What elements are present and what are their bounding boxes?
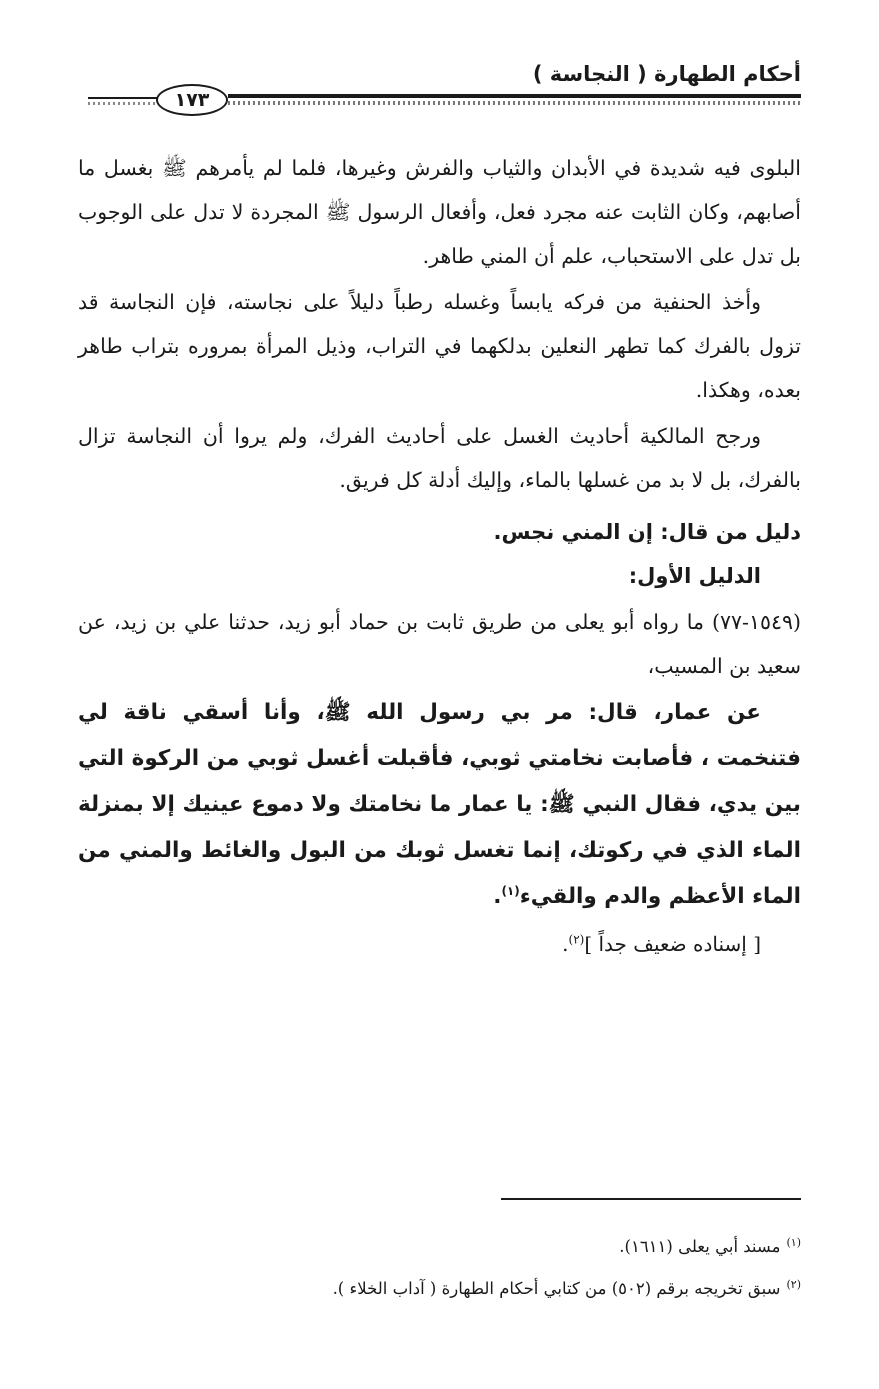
footnote-separator [501, 1198, 801, 1200]
footnote-1 [78, 1226, 801, 1268]
footnote-2 [78, 1268, 801, 1310]
hadith-end: . [493, 884, 502, 909]
body-text [78, 146, 801, 964]
footnote-ref-1[interactable]: (١) [501, 883, 520, 898]
header-rule [228, 94, 801, 98]
footnotes [78, 1226, 801, 1310]
footnote-text: سبق تخريجه برقم (٥٠٢) من كتابي أحكام الطهارة ( آداب الخلاء ). [332, 1279, 781, 1298]
isnad-paragraph: (١٥٤٩-٧٧) ما رواه أبو يعلى من طريق ثابت بن حماد أبو زيد، حدثنا علي بن زيد، عن سعيد بن المسيب، [78, 610, 801, 678]
paragraph-3: ورجح المالكية أحاديث الغسل على أحاديث الفرك، ولم يروا أن النجاسة تزال بالفرك، بل لا بد من غسلها بالماء، وإليك أدلة كل فريق. [78, 424, 801, 492]
header-rule-dotted [228, 101, 801, 105]
grade-text: [ إسناده ضعيف جداً ] [584, 932, 761, 956]
hadith-grade [78, 924, 801, 964]
section-heading: دليل من قال: إن المني نجس. [493, 520, 801, 544]
footnote-marker: (١) [786, 1235, 801, 1249]
hadith-text [78, 690, 801, 920]
grade-end: . [562, 932, 569, 956]
hadith-body: عن عمار، قال: مر بي رسول الله ﷺ، وأنا أسقي ناقة لي فتنخمت ، فأصابت نخامتي ثوبي، فأقبلت أغسل ثوبي من الركوة التي بين يدي، فقال النبي ﷺ: يا عمار ما نخامتك ولا دموع عينيك إلا بمنزلة الماء الذي في ركوتك، إنما تغسل ثوبك من البول والغائط والمني من الماء الأعظم والدم والقيء [78, 700, 801, 909]
page-number: ١٧٣ [156, 84, 228, 116]
footnote-text: مسند أبي يعلى (١٦١١). [619, 1237, 781, 1256]
header-rule-left-dotted [88, 102, 158, 105]
footnote-marker: (٢) [786, 1277, 801, 1291]
footnote-ref-2[interactable]: (٢) [568, 932, 585, 947]
running-title: أحكام الطهارة ( النجاسة ) [532, 62, 801, 86]
header-rule-left [88, 97, 158, 99]
subsection-heading: الدليل الأول: [628, 564, 761, 588]
paragraph-2: وأخذ الحنفية من فركه يابساً وغسله رطباً دليلاً على نجاسته، فإن النجاسة قد تزول بالفرك كما تطهر النعلين بدلكهما في التراب، وذيل المرأة بمروره بتراب طاهر بعده، وهكذا. [78, 290, 801, 402]
paragraph-1: البلوى فيه شديدة في الأبدان والثياب والفرش وغيرها، فلما لم يأمرهم ﷺ بغسل ما أصابهم، وكان الثابت عنه مجرد فعل، وأفعال الرسول ﷺ المجردة لا تدل على الوجوب بل تدل على الاستحباب، علم أن المني طاهر. [78, 156, 801, 268]
